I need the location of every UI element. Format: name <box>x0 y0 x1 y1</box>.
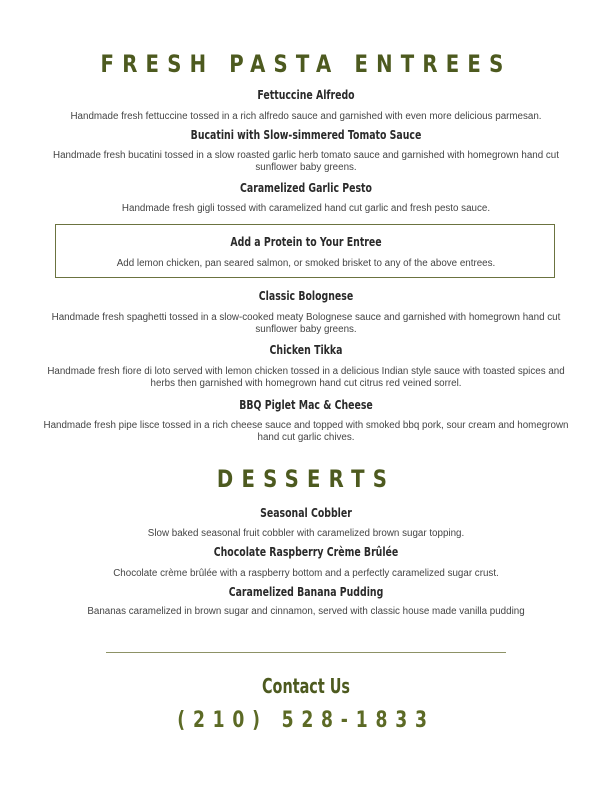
pasta-section-title: FRESH PASTA ENTREES <box>100 50 512 78</box>
menu-item-description: Bananas caramelized in brown sugar and cinnamon, served with classic house made vanilla pudding <box>87 606 525 617</box>
menu-item-description: Handmade fresh bucatini tossed in a slow roasted garlic herb tomato sauce and garnished with homegrown hand cut sunflower baby greens. <box>53 150 559 173</box>
menu-item-description: Handmade fresh fiore di loto served with lemon chicken tossed in a delicious Indian style sauce with toasted spices and herbs then garnished with homegrown hand cut citrus red veined sorrel. <box>47 366 565 389</box>
menu-item-name: Classic Bolognese <box>258 289 354 303</box>
phone-number[interactable]: (210) 528-1833 <box>177 708 435 733</box>
menu-item-description: Handmade fresh gigli tossed with caramelized hand cut garlic and fresh pesto sauce. <box>121 203 491 214</box>
menu-item-description: Handmade fresh pipe lisce tossed in a rich cheese sauce and topped with smoked bbq pork, sour cream and homegrown hand cut garlic chives. <box>43 420 569 443</box>
menu-item-description: Handmade fresh fettuccine tossed in a rich alfredo sauce and garnished with even more delicious parmesan. <box>70 111 542 122</box>
menu-item-name: Seasonal Cobbler <box>260 506 352 520</box>
menu-item-name: Bucatini with Slow-simmered Tomato Sauce <box>190 128 422 142</box>
protein-addon-description: Add lemon chicken, pan seared salmon, or smoked brisket to any of the above entrees. <box>116 258 496 269</box>
menu-item-description: Slow baked seasonal fruit cobbler with caramelized brown sugar topping. <box>147 528 465 539</box>
menu-item-name: Caramelized Banana Pudding <box>228 585 384 599</box>
contact-title: Contact Us <box>261 674 351 698</box>
menu-item-name: Chicken Tikka <box>269 343 343 357</box>
menu-item-name: Fettuccine Alfredo <box>257 88 355 102</box>
menu-item-name: Caramelized Garlic Pesto <box>240 181 372 195</box>
menu-item-description: Chocolate crème brûlée with a raspberry bottom and a perfectly caramelized sugar crust. <box>113 568 499 579</box>
menu-item-name: Chocolate Raspberry Crème Brûlée <box>213 545 399 559</box>
section-divider <box>106 652 506 653</box>
desserts-section-title: DESSERTS <box>216 465 396 493</box>
menu-item-name: BBQ Piglet Mac & Cheese <box>239 398 373 412</box>
protein-addon-title: Add a Protein to Your Entree <box>230 235 382 249</box>
menu-item-description: Handmade fresh spaghetti tossed in a slow-cooked meaty Bolognese sauce and garnished with homegrown hand cut sunflower baby greens. <box>51 312 561 335</box>
